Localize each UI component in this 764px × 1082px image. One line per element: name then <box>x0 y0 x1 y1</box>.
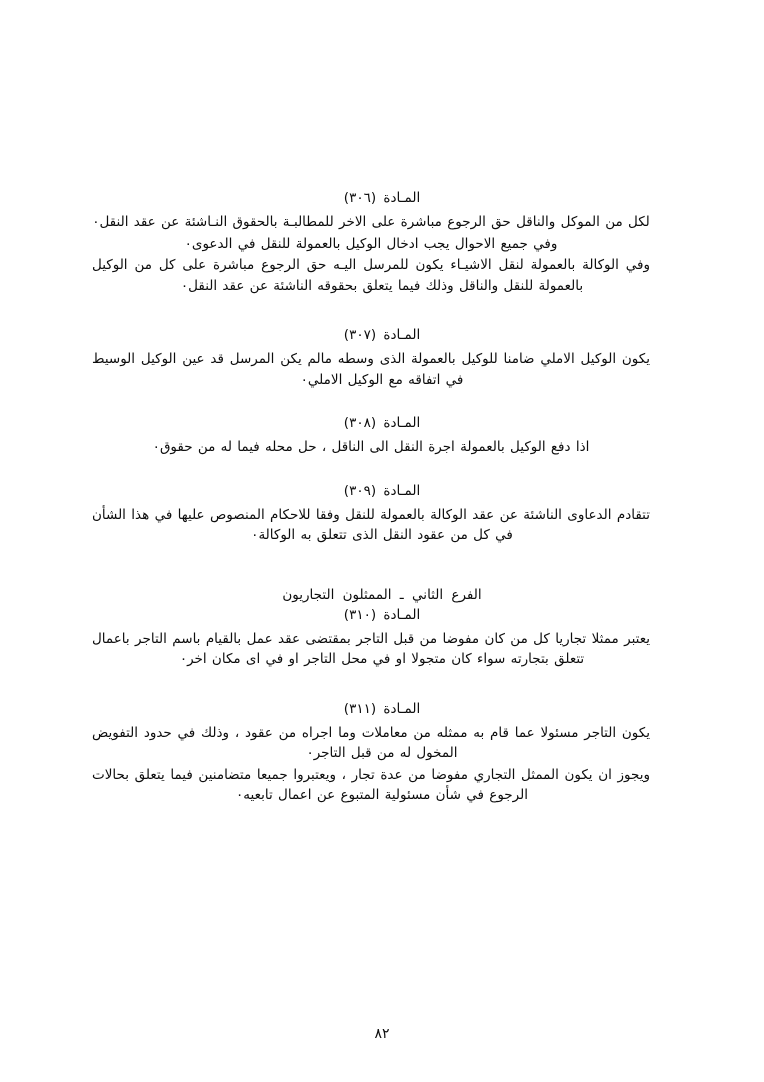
article-306-paragraph-2: وفي جميع الاحوال يجب ادخال الوكيل بالعمولة للنقل في الدعوى٠ <box>184 235 558 252</box>
spacer <box>92 687 672 701</box>
spacer <box>92 475 672 483</box>
article-309-heading: المـادة (٣٠٩) <box>343 482 421 499</box>
article-306-heading: المـادة (٣٠٦) <box>343 190 421 206</box>
article-308-paragraph-1: اذا دفع الوكيل بالعمولة اجرة النقل الى الناقل ، حل محله فيما له من حقوق٠ <box>152 439 590 455</box>
article-310-paragraph-1: يعتبر ممثلا تجاريا كل من كان مفوضا من قبل التاجر بمقتضى عقد عمل بالقيام باسم التاجر باعمال تتعلق بتجارته سواء كان متجولا او في محل التاجر او في اى مكان اخر٠ <box>92 630 650 667</box>
article-310 <box>92 607 672 670</box>
article-311-heading: المـادة (٣١١) <box>343 700 421 717</box>
article-306-paragraph-3: وفي الوكالة بالعمولة لنقل الاشيـاء يكون للمرسل اليـه حق الرجوع مباشرة على كل من الوكيل بالعمولة للنقل والناقل وذلك فيما يتعلق بحقوقه الناشئة عن عقد النقل٠ <box>92 257 650 294</box>
article-306-paragraph-1: لكل من الموكل والناقل حق الرجوع مباشرة على الاخر للمطالبـة بالحقوق النـاشئة عن عقد النقل٠ <box>92 214 650 230</box>
article-306 <box>92 190 672 296</box>
spacer <box>92 563 672 583</box>
article-307 <box>92 327 672 390</box>
article-307-paragraph-1: يكون الوكيل الاملي ضامنا للوكيل بالعمولة الذى وسطه مالم يكن المرسل قد عين الوكيل الوسيط في اتفاقه مع الوكيل الاملي٠ <box>92 351 650 388</box>
article-309-paragraph-1: تتقادم الدعاوى الناشئة عن عقد الوكالة بالعمولة للنقل وفقا للاحكام المنصوص عليها في هذا الشأن في كل من عقود النقل الذى تتعلق به الوكالة٠ <box>92 506 650 543</box>
page-number: ٨٢ <box>374 1026 390 1042</box>
article-311-paragraph-1: يكون التاجر مسئولا عما قام به ممثله من معاملات وما اجراه من عقود ، وذلك في حدود التفويض المخول له من قبل التاجر٠ <box>92 724 650 761</box>
section-heading-commercial-representatives: الفرع الثاني ـ الممثلون التجاريون <box>282 586 482 603</box>
article-311 <box>92 701 672 806</box>
spacer <box>92 313 672 327</box>
article-308 <box>92 415 672 458</box>
article-308-heading: المـادة (٣٠٨) <box>343 415 421 431</box>
article-310-heading: المـادة (٣١٠) <box>343 606 421 623</box>
article-309 <box>92 483 672 546</box>
article-311-paragraph-2: ويجوز ان يكون الممثل التجاري مفوضا من عدة تجار ، ويعتبروا جميعا متضامنين فيما يتعلق بحالات الرجوع في شأن مسئولية المتبوع عن اعمال تابعيه٠ <box>92 766 650 803</box>
article-307-heading: المـادة (٣٠٧) <box>343 327 421 343</box>
spacer <box>92 407 672 415</box>
